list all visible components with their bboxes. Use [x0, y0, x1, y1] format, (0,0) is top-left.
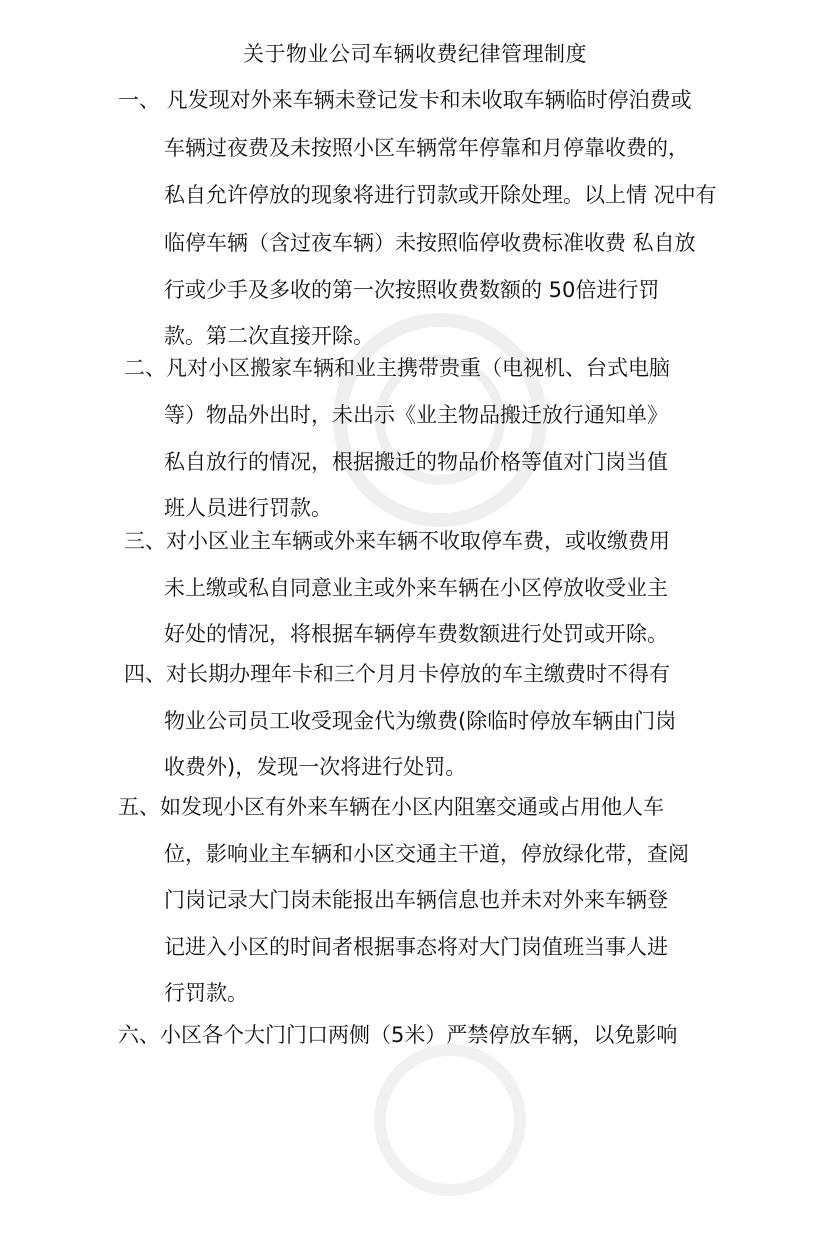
paragraph-line: 款。第二次直接开除。 — [164, 324, 374, 348]
paragraph-line: 车辆过夜费及未按照小区车辆常年停靠和月停靠收费的， — [164, 136, 689, 160]
paragraph-line: 五、如发现小区有外来车辆在小区内阻塞交通或占用他人车 — [118, 795, 664, 819]
paragraph-line: 位，影响业主车辆和小区交通主干道，停放绿化带，查阅 — [164, 842, 689, 866]
paragraph-line: 收费外)，发现一次将进行处罚。 — [164, 755, 467, 779]
paragraph-line: 三、对小区业主车辆或外来车辆不收取停车费，或收缴费用 — [124, 529, 670, 553]
paragraph-line: 未上缴或私自同意业主或外来车辆在小区停放收受业主 — [164, 576, 668, 600]
paragraph-line: 物业公司员工收受现金代为缴费(除临时停放车辆由门岗 — [164, 709, 677, 733]
paragraph-line: 临停车辆（含过夜车辆）未按照临停收费标准收费 私自放 — [164, 231, 696, 255]
paragraph-line: 一、 凡发现对外来车辆未登记发卡和未收取车辆临时停泊费或 — [118, 88, 692, 112]
paragraph-line: 行罚款。 — [164, 981, 248, 1005]
document-title: 关于物业公司车辆收费纪律管理制度 — [243, 42, 587, 66]
paragraph-line: 记进入小区的时间者根据事态将对大门岗值班当事人进 — [164, 935, 668, 959]
paragraph-line: 二、凡对小区搬家车辆和业主携带贵重（电视机、台式电脑 — [124, 356, 670, 380]
paragraph-line: 行或少手及多收的第一次按照收费数额的 50倍进行罚 — [164, 278, 660, 302]
paragraph-line: 六、小区各个大门门口两侧（5米）严禁停放车辆，以免影响 — [118, 1023, 678, 1047]
paragraph-line: 门岗记录大门岗未能报出车辆信息也并未对外来车辆登 — [164, 888, 668, 912]
paragraph-line: 私自放行的情况，根据搬迁的物品价格等值对门岗当值 — [164, 450, 668, 474]
paragraph-line: 等）物品外出时，未出示《业主物品搬迁放行通知单》 — [164, 403, 668, 427]
paragraph-line: 四、对长期办理年卡和三个月月卡停放的车主缴费时不得有 — [124, 662, 670, 686]
paragraph-line: 好处的情况，将根据车辆停车费数额进行处罚或开除。 — [164, 622, 668, 646]
paragraph-line: 私自允许停放的现象将进行罚款或开除处理。以上情 况中有 — [164, 183, 717, 207]
paragraph-line: 班人员进行罚款。 — [164, 496, 332, 520]
